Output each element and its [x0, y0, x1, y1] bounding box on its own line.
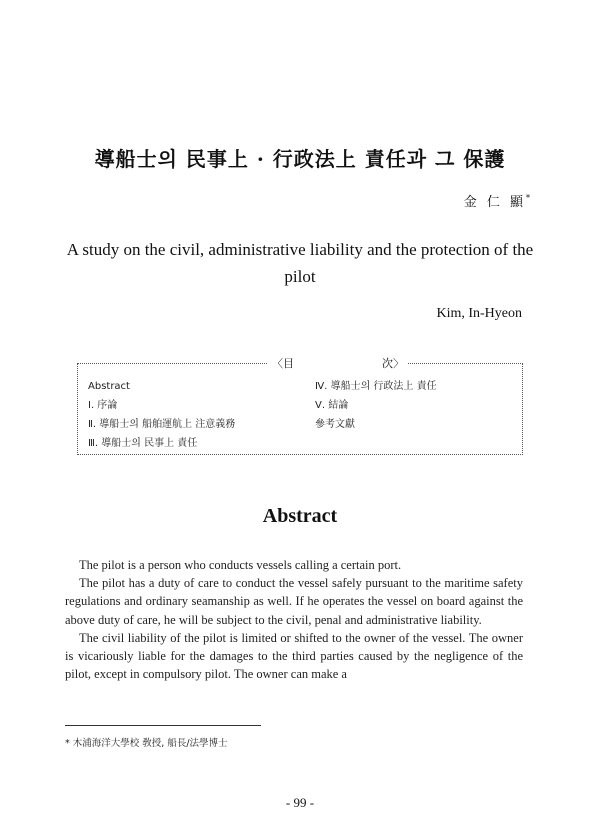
toc-heading-open: 〈目	[272, 357, 294, 370]
toc-item: Abstract	[88, 381, 130, 392]
english-author: Kim, In-Hyeon	[436, 306, 522, 321]
author-footnote-mark: *	[526, 193, 530, 203]
toc-item: Ⅱ. 導船士의 船舶運航上 注意義務	[88, 419, 236, 430]
page-number: - 99 -	[285, 795, 315, 810]
english-title: A study on the civil, administrative liability and the protection of the pilot	[66, 240, 534, 286]
toc-item: Ⅰ. 序論	[88, 400, 118, 411]
korean-author	[464, 191, 530, 210]
korean-title: 導船士의 民事上 · 行政法上 責任과 그 保護	[94, 147, 506, 171]
toc-left-column	[88, 377, 235, 453]
toc-item: Ⅴ. 結論	[315, 400, 349, 411]
korean-author-name: 金 仁 顯	[463, 195, 526, 210]
table-of-contents	[77, 357, 523, 455]
toc-heading	[268, 355, 408, 371]
toc-item: Ⅳ. 導船士의 行政法上 責任	[315, 381, 437, 392]
body-paragraph: The civil liability of the pilot is limited or shifted to the owner of the vessel. The owner is vicariously liable for the damages to the third parties caused by the negligence of the pilot, except in compulsory pilot. The owner can make a	[65, 630, 523, 682]
body-paragraph: The pilot has a duty of care to conduct the vessel safely pursuant to the maritime safety regulations and ordinary seamanship as well. If he operates the vessel on board against the above duty of care, he will be subject to the civil, penal and administrative liability.	[65, 576, 523, 627]
footnote-divider	[65, 725, 261, 726]
toc-heading-close: 次〉	[382, 357, 404, 370]
author-footnote: * 木浦海洋大學校 敎授, 船長/法學博士	[65, 738, 228, 749]
body-paragraph: The pilot is a person who conducts vessels calling a certain port.	[79, 558, 402, 572]
abstract-heading: Abstract	[262, 505, 338, 527]
toc-item: 參考文獻	[315, 419, 355, 430]
toc-right-column	[315, 377, 437, 434]
toc-item: Ⅲ. 導船士의 民事上 責任	[88, 438, 198, 449]
abstract-body	[65, 556, 523, 683]
